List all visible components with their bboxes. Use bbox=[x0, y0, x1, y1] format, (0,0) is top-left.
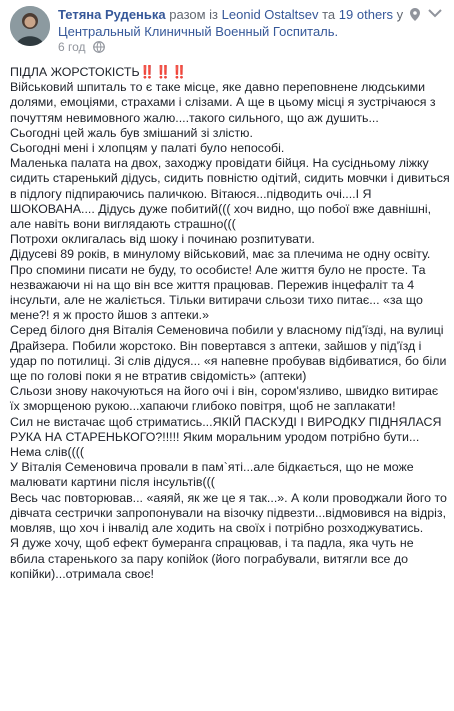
post-body bbox=[10, 65, 450, 582]
post-paragraph: Сил не вистачає щоб стриматись...ЯКІЙ ПАСКУДІ І ВИРОДКУ ПІДНЯЛАСЯ РУКА НА СТАРЕНЬКОГО?!!!!! Яким моральним уродом потрібно бути... bbox=[10, 414, 442, 444]
post-paragraph: Дідусеві 89 років, в минулому військовий, має за плечима не одну освіту. Про спомини писати не буду, то особисте! Але життя було не просте. Та незважаючи ні на що він все життя працював. Пережив інцефаліт та 4 інсульти, але не жаліється. Тільки витирачи сльози тихо питає... «за що мене?! я ж просто йшов з аптеки.» bbox=[10, 247, 431, 323]
post-time[interactable]: 6 год bbox=[58, 40, 86, 54]
author-avatar[interactable] bbox=[10, 6, 50, 46]
and-text: та bbox=[322, 7, 336, 22]
post-title-text: ПІДЛА ЖОРСТОКІСТЬ bbox=[10, 65, 140, 79]
location-link[interactable]: Центральный Клиничный Военный Госпиталь. bbox=[58, 24, 339, 39]
post-paragraph: Маленька палата на двох, заходжу провідати бійця. На сусідньому ліжку сидить старенький дідусь, сидить повністю одітий, сидить мовчки і дивиться в підлогу підпираючись паличкою. Вітаюся...підводить очі....І Я ШОКОВАНА.... Дідусь дуже побитий((( хоч видно, що побої вже давнішні, але навіть вони виглядають страшно((( bbox=[10, 156, 450, 232]
globe-icon bbox=[93, 41, 105, 57]
post-paragraph: Весь час повторював... «аяяй, як же це я так...». А коли проводжали його то дівчата сестрички запропонували на візочку підвезти...відмовився на відріз, мовляв, що хоч і інвалід але ходить на своїх і потрібно розходжуватись. bbox=[10, 490, 447, 536]
post-paragraph: У Віталія Семеновича провали в пам`яті...але бідкається, що не може малювати картини після інсультів((( bbox=[10, 460, 414, 490]
post-paragraph: Потрохи оклигалась від шоку і починаю розпитувати. bbox=[10, 232, 315, 247]
post-paragraph: Сьогодні цей жаль був змішаний зі злістю. bbox=[10, 125, 253, 140]
at-text: у bbox=[396, 7, 404, 22]
post-header bbox=[0, 0, 454, 62]
tagged-person-link[interactable]: Leonid Ostaltsev bbox=[221, 7, 319, 22]
post-paragraph: Сьогодні мені і хлопцям у палаті було непособі. bbox=[10, 141, 285, 156]
post-meta bbox=[58, 40, 105, 57]
post-paragraph: Серед білого дня Віталія Семеновича побили у власному під'їзді, на вулиці Драйзера. Побили жорстоко. Він повертався з аптеки, зайшов у під'їзд і удар по потилиці. Зі слів дідуся... «я напевне пробував відбиватися, бо біли ще по голові поки я не втратив свідомість» (аптеки) bbox=[10, 323, 447, 384]
post-paragraph: Військовий шпиталь то є таке місце, яке давно переповнене людськими долями, емоціями, страхами і слізами. А ще в цьому місці я зустрічаюся з почуттям невимовного жалю....такого сильного, що аж душить... bbox=[10, 80, 436, 125]
double-exclamation-icon: ‼️‼️‼️ bbox=[139, 65, 188, 79]
with-text: разом із bbox=[169, 7, 219, 22]
avatar-image bbox=[10, 6, 50, 46]
post-title bbox=[10, 65, 450, 80]
chevron-down-icon[interactable] bbox=[426, 6, 444, 20]
post-paragraph: Сльози знову накочуються на його очі і він, сором'язливо, швидко витирає їх зморщеною рукою...хапаючи глибоко повітря, щоб не заплакати! bbox=[10, 384, 439, 414]
post-paragraph: Я дуже хочу, щоб ефект бумеранга спрацював, і та падла, яка чуть не вбила старенького за пару копійок (його пограбували, витягли все до копійки)...отримала своє! bbox=[10, 536, 414, 581]
others-link[interactable]: 19 others bbox=[338, 7, 393, 22]
author-name[interactable]: Тетяна Руденька bbox=[58, 7, 166, 22]
post-paragraph: Нема слів(((( bbox=[10, 445, 84, 460]
